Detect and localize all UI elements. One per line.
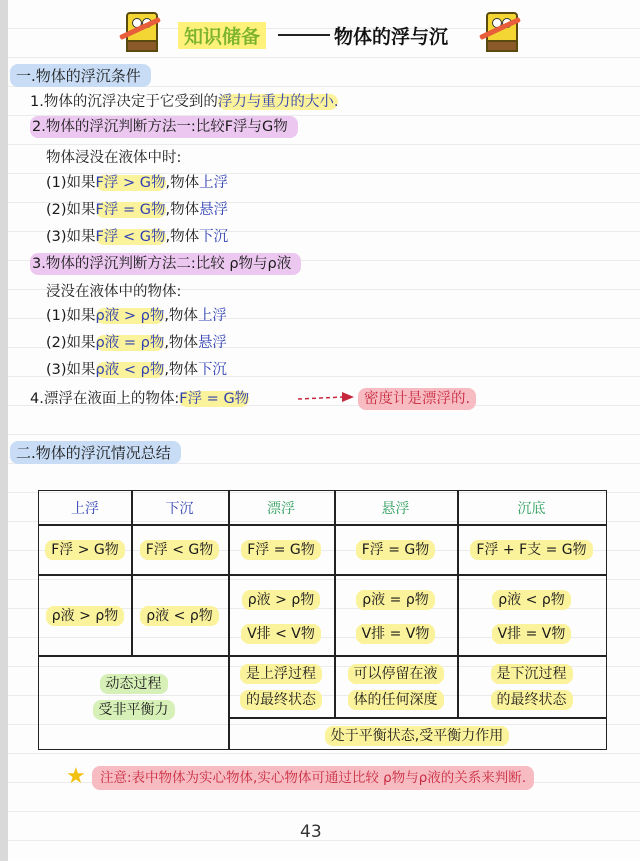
cell-rise-density-text: ρ液 > ρ物	[46, 606, 124, 626]
condition-line-1	[30, 91, 338, 113]
solid-object-note: 注意:表中物体为实心物体,实心物体可通过比较 ρ物与ρ液的关系来判断.	[92, 766, 534, 790]
sponge-mascot-right-icon	[478, 6, 522, 54]
cond-5	[46, 332, 227, 354]
cell-suspend-volume-text: V排 = V物	[356, 624, 436, 644]
cond-6-suffix: ,物体	[164, 362, 198, 378]
cell-suspend-density-text: ρ液 = ρ物	[356, 590, 434, 610]
cond-6-prefix: (3)如果	[46, 362, 96, 378]
cell-float-end-1-text: 是上浮过程	[240, 664, 322, 684]
cell-suspend-note-1-text: 可以停留在液	[348, 664, 444, 684]
arrow-icon	[296, 390, 356, 406]
section1-title: 一.物体的浮沉条件	[10, 64, 151, 87]
cell-bottom-force-text: F浮 + F支 = G物	[470, 540, 592, 560]
cell-float-density-text: ρ液 > ρ物	[242, 590, 320, 610]
cell-suspend-force-text: F浮 = G物	[356, 540, 436, 560]
cell-sink-end-1	[457, 663, 606, 683]
floating-text: 4.漂浮在液面上的物体:	[30, 391, 180, 407]
header-rise: 上浮	[71, 501, 99, 517]
cell-suspend-note-2	[334, 689, 457, 709]
floating-formula: F浮 = G物	[179, 391, 250, 407]
cond-2-result: 悬浮	[199, 202, 229, 218]
summary-table	[38, 490, 607, 750]
cell-dynamic-1-text: 动态过程	[100, 674, 168, 694]
cell-bottom-volume-text: V排 = V物	[492, 624, 572, 644]
cell-suspend-note-2-text: 体的任何深度	[348, 690, 444, 710]
cell-balance-text: 处于平衡状态,受平衡力作用	[325, 726, 509, 746]
cond-3-formula: F浮 < G物	[95, 229, 166, 245]
method-two-line: 3.物体的浮沉判断方法二:比较 ρ物与ρ液	[30, 253, 301, 275]
line1-highlight: 浮力与重力的大小.	[217, 94, 339, 110]
header	[0, 0, 640, 60]
cond-2-formula: F浮 = G物	[95, 202, 166, 218]
cond-3	[46, 226, 228, 248]
cell-sink-end-1-text: 是下沉过程	[491, 664, 573, 684]
cell-rise-density	[39, 605, 131, 625]
cond-5-result: 悬浮	[197, 335, 227, 351]
cond-1-result: 上浮	[199, 175, 229, 191]
cond-2-prefix: (2)如果	[46, 202, 96, 218]
cond-6-result: 下沉	[197, 362, 227, 378]
cell-suspend-force	[334, 539, 457, 559]
cond-6-formula: ρ液 < ρ物	[95, 362, 165, 378]
cell-sink-end-2-text: 的最终状态	[491, 690, 573, 710]
floating-line	[30, 388, 249, 410]
cell-float-volume-text: V排 < V物	[241, 624, 321, 644]
immersed-line: 浸没在液体中的物体:	[46, 284, 182, 300]
cond-4-suffix: ,物体	[164, 308, 198, 324]
cond-2	[46, 199, 228, 221]
cond-1-suffix: ,物体	[165, 175, 200, 191]
table-vline	[228, 491, 230, 749]
cell-bottom-force	[457, 539, 606, 559]
cell-sink-density	[131, 605, 228, 625]
cell-rise-force-text: F浮 > G物	[45, 540, 125, 560]
cond-3-prefix: (3)如果	[46, 229, 96, 245]
header-dash	[278, 34, 330, 36]
submerged-line: 物体浸没在液体中时:	[46, 150, 182, 166]
cell-bottom-volume	[457, 623, 606, 643]
section2-title: 二.物体的浮沉情况总结	[10, 441, 181, 464]
cond-3-suffix: ,物体	[165, 229, 200, 245]
cell-suspend-density	[334, 589, 457, 609]
cell-sink-force	[131, 539, 228, 559]
table-hline	[228, 717, 606, 719]
cond-5-formula: ρ液 = ρ物	[95, 335, 165, 351]
star-icon: ★	[66, 764, 86, 789]
table-hline	[39, 655, 606, 657]
cell-dynamic-2-text: 受非平衡力	[93, 700, 175, 720]
cell-dynamic-2	[39, 699, 228, 719]
cond-2-suffix: ,物体	[165, 202, 200, 218]
cell-suspend-volume	[334, 623, 457, 643]
cell-dynamic-1	[39, 673, 228, 693]
header-float: 漂浮	[267, 501, 295, 517]
cell-float-force-text: F浮 = G物	[241, 540, 321, 560]
cond-4-formula: ρ液 > ρ物	[95, 308, 165, 324]
notebook-spine	[0, 0, 8, 861]
cell-bottom-density	[457, 589, 606, 609]
cell-rise-force	[39, 539, 131, 559]
cell-sink-density-text: ρ液 < ρ物	[140, 606, 218, 626]
cell-suspend-note-1	[334, 663, 457, 683]
cond-1-formula: F浮 > G物	[95, 175, 166, 191]
cond-6	[46, 359, 227, 381]
cell-float-end-2-text: 的最终状态	[240, 690, 322, 710]
cell-sink-end-2	[457, 689, 606, 709]
table-hline	[39, 524, 606, 526]
cell-float-volume	[228, 623, 334, 643]
cell-bottom-density-text: ρ液 < ρ物	[492, 590, 570, 610]
cell-float-force	[228, 539, 334, 559]
header-title-right: 物体的浮与沉	[334, 26, 449, 48]
line1-text: 1.物体的沉浮决定于它受到的	[30, 94, 218, 110]
cond-4-result: 上浮	[197, 308, 227, 324]
cond-4-prefix: (1)如果	[46, 308, 96, 324]
sponge-mascot-left-icon	[118, 6, 162, 54]
header-sink: 下沉	[165, 501, 194, 517]
cond-1-prefix: (1)如果	[46, 175, 96, 191]
header-suspend: 悬浮	[381, 501, 410, 517]
cond-1	[46, 172, 228, 194]
cond-3-result: 下沉	[199, 229, 229, 245]
cond-5-suffix: ,物体	[164, 335, 198, 351]
header-title-left: 知识储备	[178, 22, 266, 49]
cell-balance	[228, 725, 606, 745]
cell-float-density	[228, 589, 334, 609]
cell-float-end-2	[228, 689, 334, 709]
cond-4	[46, 305, 227, 327]
method-one-line: 2.物体的浮沉判断方法一:比较F浮与G物	[30, 116, 298, 138]
table-hline	[39, 574, 606, 576]
cond-5-prefix: (2)如果	[46, 335, 96, 351]
header-bottom: 沉底	[517, 501, 546, 517]
cell-sink-force-text: F浮 < G物	[140, 540, 220, 560]
page-number: 43	[300, 822, 322, 842]
cell-float-end-1	[228, 663, 334, 683]
hydrometer-note: 密度计是漂浮的.	[358, 388, 476, 410]
